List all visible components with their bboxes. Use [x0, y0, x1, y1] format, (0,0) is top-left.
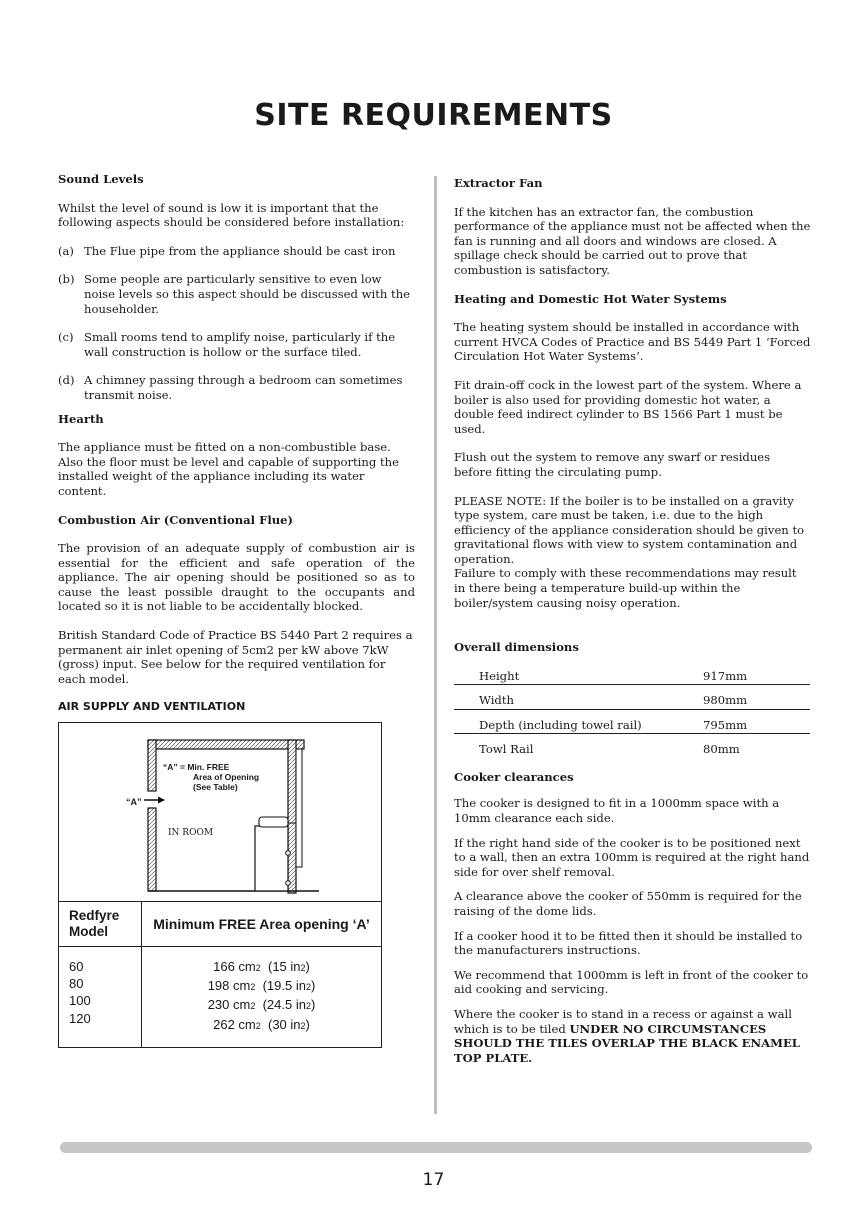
please-note-text: PLEASE NOTE: If the boiler is to be installed on a gravity type system, care must be taken, i.e. due to the high efficiency of the appliance consideration should be given to gravitational flows with view to system contamination and operation.: [454, 493, 805, 566]
dimension-label: Height: [479, 668, 520, 683]
model-header-line: Redfyre: [69, 908, 120, 924]
hearth-heading: Hearth: [58, 411, 104, 426]
drain-off-text: Fit drain-off cock in the lowest part of the system. Where a boiler is also used for providing domestic hot water, a double feed indirect cylinder to BS 1566 Part 1 must be used.: [454, 377, 802, 436]
area-in: (30 in: [268, 1016, 301, 1032]
left-wall-upper: [148, 740, 156, 791]
right-wall: [288, 740, 296, 893]
model-column-header: [59, 902, 141, 947]
cooker-clearances-section: [454, 770, 811, 1066]
dimensions-heading: Overall dimensions: [454, 640, 579, 655]
list-item: [58, 244, 415, 259]
combustion-air-text: The provision of an adequate supply of combustion air is essential for the efficient and safe operation of the appliance. The air opening should be positioned so as to cause the least possible draught to the occupants and located so it is not liable to be accidentally blocked.: [58, 541, 415, 614]
area-unit-power: 2: [305, 982, 311, 993]
towel-rail-knob: [286, 851, 291, 856]
opening-definition-line: “A” = Min. FREE: [163, 762, 230, 773]
area-close: ): [310, 997, 316, 1013]
left-column: [58, 172, 415, 1048]
heating-heading: Heating and Domestic Hot Water Systems: [454, 291, 727, 306]
tiling-text: Where the cooker is to stand in a recess or against a wall which is to be tiled: [454, 1006, 792, 1036]
table-row: [454, 685, 810, 710]
sound-levels-heading: Sound Levels: [58, 172, 144, 186]
clearance-text: We recommend that 1000mm is left in front of the cooker to aid cooking and servicing.: [454, 967, 809, 997]
table-cell-area: [142, 958, 381, 977]
table-cell-area: [142, 1016, 381, 1035]
list-item: [58, 330, 415, 359]
area-cm: 262 cm: [213, 1016, 256, 1032]
clearance-text: The cooker is designed to fit in a 1000mm space with a 10mm clearance each side.: [454, 796, 780, 826]
dimension-value: 980mm: [703, 693, 748, 708]
area-cm: 166 cm: [213, 959, 256, 975]
area-unit-power: 2: [250, 1001, 256, 1012]
model-header-line: Model: [69, 924, 108, 940]
area-column: [142, 902, 381, 1047]
page-title: SITE REQUIREMENTS: [254, 98, 613, 133]
clearance-text: If a cooker hood it to be fitted then it should be installed to the manufacturers instructions.: [454, 928, 803, 958]
table-cell-area: [142, 996, 381, 1015]
dimensions-table: [454, 661, 810, 758]
airflow-arrow-head: [158, 797, 165, 804]
room-section-diagram: [59, 723, 381, 901]
list-item: [58, 373, 415, 402]
ventilation-table: [59, 902, 381, 1047]
sound-levels-intro: Whilst the level of sound is low it is important that the following aspects should be considered before installation:: [58, 200, 405, 230]
towel-rail-knob: [286, 881, 291, 886]
column-divider: [434, 176, 437, 1114]
opening-definition-label: [163, 762, 259, 792]
list-item-label: (b): [58, 272, 75, 287]
table-cell-model: 120: [69, 1010, 91, 1026]
area-cm: 230 cm: [207, 997, 251, 1013]
table-cell-model: 80: [69, 976, 84, 992]
area-column-header: Minimum FREE Area opening ‘A’: [142, 902, 381, 947]
dimension-label: Towl Rail: [479, 742, 534, 757]
area-values: [142, 947, 381, 1047]
area-unit-power: 2: [255, 963, 261, 974]
opening-definition-line: (See Table): [193, 782, 238, 793]
area-cm: 198 cm: [207, 978, 251, 994]
bs5440-text: British Standard Code of Practice BS 5440 Part 2 requires a permanent air inlet opening of 5cm2 per kW above 7kW (gross) input. See below for the required ventilation for each model.: [58, 628, 413, 686]
dimension-value: 795mm: [703, 717, 748, 732]
area-in: (15 in: [268, 959, 301, 975]
model-values: [59, 947, 141, 1039]
list-item-label: (d): [58, 373, 75, 388]
table-cell-area: [142, 977, 381, 996]
area-unit-power: 2: [255, 1020, 261, 1031]
air-supply-heading: AIR SUPPLY AND VENTILATION: [58, 700, 246, 714]
table-row: [454, 710, 810, 735]
cooker-lid: [259, 817, 288, 827]
table-row: [454, 661, 810, 686]
area-close: ): [310, 978, 316, 994]
list-item-label: (a): [58, 243, 74, 258]
ceiling-slab: [148, 740, 304, 749]
cooker-body: [255, 826, 288, 891]
page-number: 17: [422, 1170, 445, 1190]
table-cell-model: 60: [69, 959, 84, 975]
area-unit-power: 2: [300, 1020, 306, 1031]
dimension-label: Depth (including towel rail): [479, 717, 642, 732]
area-in: (19.5 in: [262, 978, 306, 994]
in-room-label: IN ROOM: [168, 828, 214, 839]
table-row: [454, 734, 810, 758]
flush-text: Flush out the system to remove any swarf or residues before fitting the circulating pump.: [454, 450, 771, 479]
clearance-text: A clearance above the cooker of 550mm is required for the raising of the dome lids.: [454, 889, 802, 918]
list-item-text: A chimney passing through a bedroom can sometimes transmit noise.: [84, 373, 403, 402]
opening-a-label: “A”: [126, 797, 142, 808]
table-cell-model: 100: [69, 993, 91, 1009]
tiling-warning-text: [454, 1007, 811, 1065]
area-close: ): [305, 959, 310, 975]
list-item-text: The Flue pipe from the appliance should be cast iron: [84, 243, 396, 258]
extractor-fan-text: If the kitchen has an extractor fan, the combustion performance of the appliance must not be affected when the fan is running and all doors and windows are closed. A spillage check should be carried out to prove that combustion is satisfactory.: [454, 204, 811, 277]
extractor-fan-heading: Extractor Fan: [454, 176, 543, 190]
heating-text: The heating system should be installed in accordance with current HVCA Codes of Practice and BS 5449 Part 1 ‘Forced Circulation Hot Water Systems’.: [454, 320, 811, 364]
area-unit-power: 2: [300, 963, 306, 974]
list-item-text: Some people are particularly sensitive to even low noise levels so this aspect should be discussed with the householder.: [84, 272, 411, 316]
list-item: [58, 272, 415, 316]
list-item-text: Small rooms tend to amplify noise, particularly if the wall construction is hollow or the surface tiled.: [84, 330, 396, 359]
area-unit-power: 2: [305, 1001, 311, 1012]
list-item-label: (c): [58, 330, 74, 345]
model-column: [59, 902, 142, 1047]
ventilation-diagram: [59, 723, 381, 902]
combustion-air-heading: Combustion Air (Conventional Flue): [58, 512, 294, 527]
dimension-label: Width: [479, 693, 514, 708]
opening-definition-line: Area of Opening: [193, 772, 260, 783]
right-column: [454, 176, 811, 1075]
tiling-warning: UNDER NO CIRCUMSTANCES SHOULD THE TILES OVERLAP THE BLACK ENAMEL TOP PLATE.: [454, 1021, 800, 1065]
area-close: ): [305, 1016, 310, 1032]
left-wall-lower: [148, 808, 156, 891]
dimension-value: 917mm: [703, 668, 748, 683]
clearance-text: If the right hand side of the cooker is to be positioned next to a wall, then an extra 100mm is required at the right hand side for over shelf removal.: [454, 835, 810, 879]
hearth-text: The appliance must be fitted on a non-combustible base. Also the floor must be level and capable of supporting the installed weight of the appliance including its water content.: [58, 440, 399, 498]
cooker-clearances-heading: Cooker clearances: [454, 769, 574, 784]
failure-text: Failure to comply with these recommendations may result in there being a temperature build-up within the boiler/system causing noisy operation.: [454, 566, 797, 610]
flue-pipe: [296, 749, 302, 867]
footer-bar: [60, 1142, 812, 1153]
dimension-value: 80mm: [703, 742, 740, 757]
ventilation-box: [58, 722, 382, 1048]
area-in: (24.5 in: [262, 997, 306, 1013]
area-unit-power: 2: [250, 982, 256, 993]
